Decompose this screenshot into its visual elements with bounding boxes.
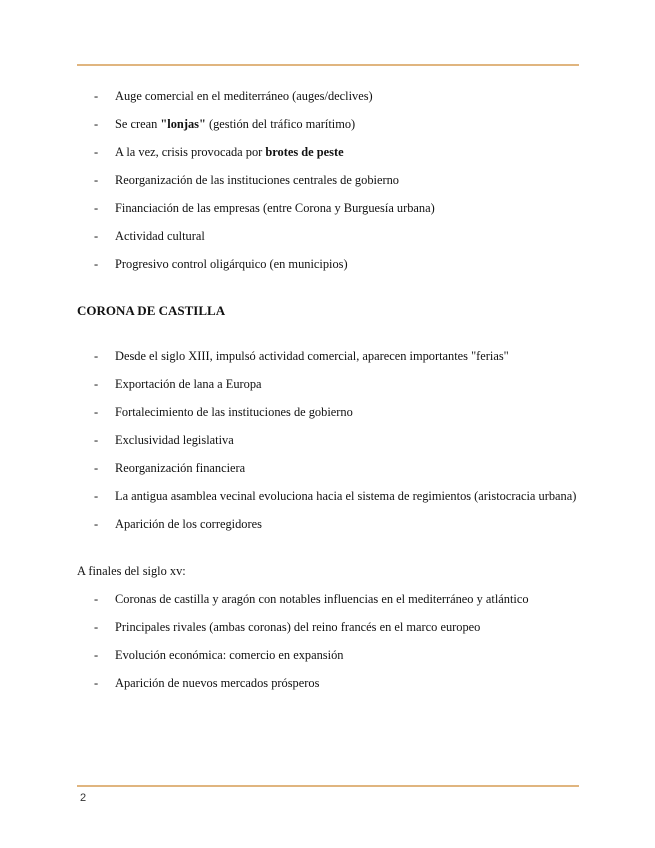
- list-item: [77, 487, 579, 505]
- bullet-list-general: [77, 87, 579, 283]
- bullet-dash: -: [94, 201, 99, 215]
- item-text: La antigua asamblea vecinal evoluciona hacia el sistema de regimientos (aristocracia urbana): [115, 489, 577, 503]
- list-item: [77, 459, 579, 477]
- item-text: Aparición de los corregidores: [115, 517, 262, 531]
- bullet-dash: -: [94, 517, 99, 531]
- item-text: Se crean: [115, 117, 161, 131]
- bullet-dash: -: [94, 405, 99, 419]
- bullet-dash: -: [94, 620, 99, 634]
- item-text: Evolución económica: comercio en expansión: [115, 648, 344, 662]
- item-emphasis: brotes de peste: [265, 145, 344, 159]
- item-text: Progresivo control oligárquico (en municipios): [115, 257, 348, 271]
- page-number: 2: [80, 792, 87, 804]
- bullet-dash: -: [94, 489, 99, 503]
- bullet-dash: -: [94, 648, 99, 662]
- bullet-dash: -: [94, 145, 99, 159]
- list-item: [77, 674, 579, 692]
- section-heading: CORONA DE CASTILLA: [77, 303, 226, 318]
- list-item: [77, 347, 579, 365]
- item-text: Aparición de nuevos mercados prósperos: [115, 676, 320, 690]
- list-item: [77, 431, 579, 449]
- list-item: [77, 646, 579, 664]
- bullet-dash: -: [94, 89, 99, 103]
- list-item: [77, 87, 579, 105]
- list-item: [77, 171, 579, 189]
- bullet-dash: -: [94, 433, 99, 447]
- bullet-dash: -: [94, 592, 99, 606]
- bullet-dash: -: [94, 461, 99, 475]
- item-text: Fortalecimiento de las instituciones de gobierno: [115, 405, 353, 419]
- list-item: [77, 255, 579, 273]
- list-item: [77, 115, 579, 133]
- item-text: Exportación de lana a Europa: [115, 377, 262, 391]
- item-text-tail: (gestión del tráfico marítimo): [205, 117, 356, 131]
- list-item: [77, 143, 579, 161]
- item-text: Principales rivales (ambas coronas) del reino francés en el marco europeo: [115, 620, 481, 634]
- bullet-list-castilla: [77, 347, 579, 543]
- list-item: [77, 375, 579, 393]
- intro-paragraph: A finales del siglo xv:: [77, 564, 186, 578]
- bullet-dash: -: [94, 257, 99, 271]
- list-item: [77, 618, 579, 636]
- list-item: [77, 199, 579, 217]
- bullet-dash: -: [94, 173, 99, 187]
- item-text: Desde el siglo XIII, impulsó actividad comercial, aparecen importantes "ferias": [115, 349, 509, 363]
- list-item: [77, 403, 579, 421]
- bullet-dash: -: [94, 229, 99, 243]
- item-text: Financiación de las empresas (entre Corona y Burguesía urbana): [115, 201, 435, 215]
- bullet-dash: -: [94, 349, 99, 363]
- bullet-dash: -: [94, 117, 99, 131]
- item-text: Coronas de castilla y aragón con notables influencias en el mediterráneo y atlántico: [115, 592, 529, 606]
- item-text: Auge comercial en el mediterráneo (auges/declives): [115, 89, 373, 103]
- list-item: [77, 227, 579, 245]
- footer-rule: [77, 785, 579, 787]
- bullet-dash: -: [94, 676, 99, 690]
- item-text: Actividad cultural: [115, 229, 205, 243]
- item-text: Reorganización de las instituciones centrales de gobierno: [115, 173, 399, 187]
- item-emphasis: "lonjas": [160, 117, 206, 131]
- bullet-dash: -: [94, 377, 99, 391]
- list-item: [77, 515, 579, 533]
- list-item: [77, 590, 579, 608]
- bullet-list-siglo-xv: [77, 590, 579, 702]
- item-text: Exclusividad legislativa: [115, 433, 234, 447]
- item-text: A la vez, crisis provocada por: [115, 145, 266, 159]
- header-rule: [77, 64, 579, 66]
- item-text: Reorganización financiera: [115, 461, 246, 475]
